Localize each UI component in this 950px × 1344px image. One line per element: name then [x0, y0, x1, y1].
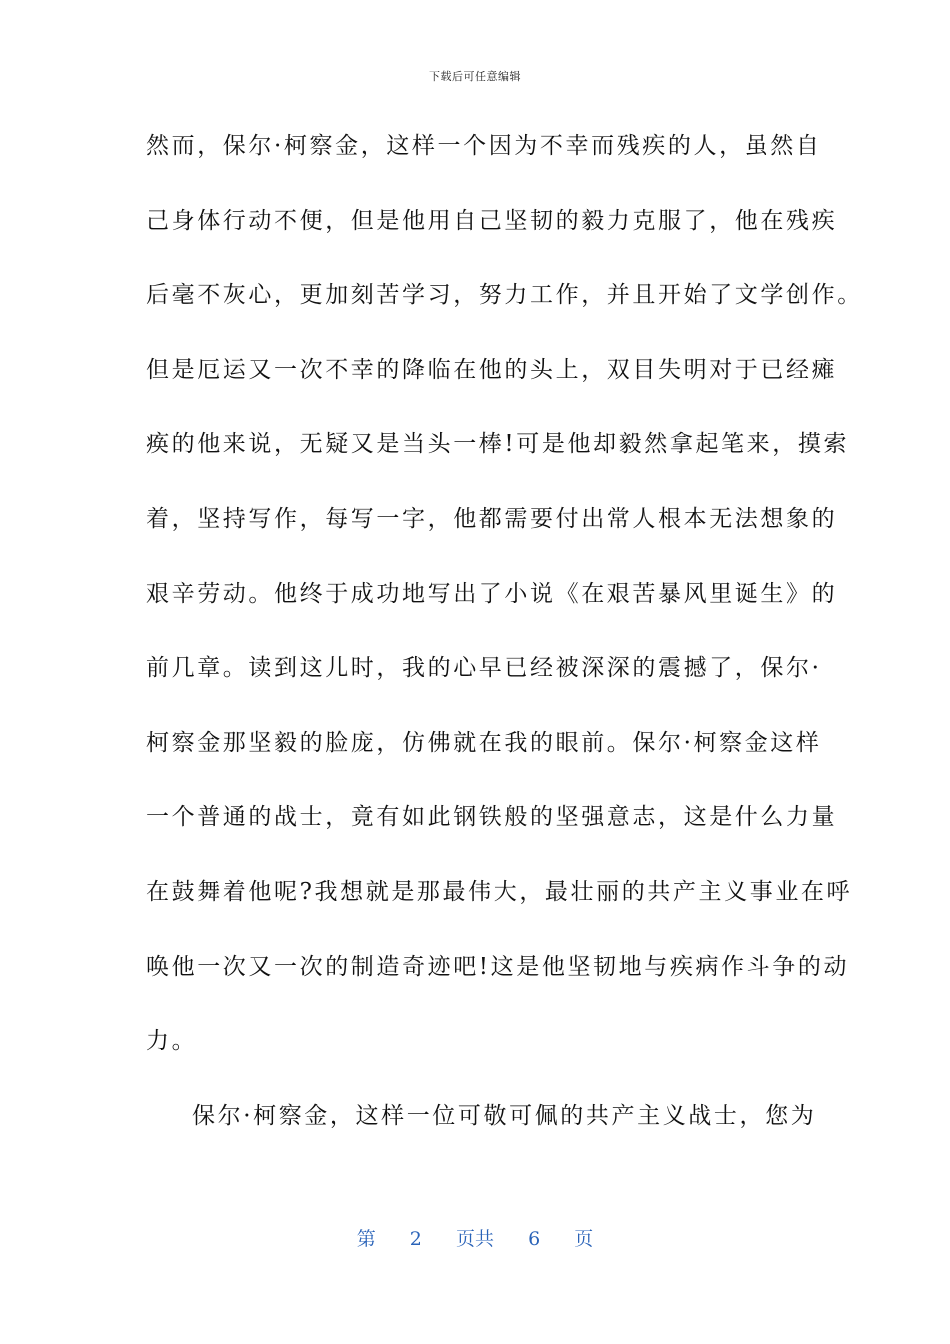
text-line: 在鼓舞着他呢?我想就是那最伟大，最壮丽的共产主义事业在呼	[146, 878, 853, 905]
text-line: 柯察金那坚毅的脸庞，仿佛就在我的眼前。保尔·柯察金这样	[146, 729, 822, 756]
text-line: 力。	[146, 1028, 198, 1055]
document-body	[146, 120, 863, 1164]
page-footer	[0, 1224, 950, 1251]
text-line: 着，坚持写作，每写一字，他都需要付出常人根本无法想象的	[146, 505, 838, 532]
text-line: 前几章。读到这儿时，我的心早已经被深深的震撼了，保尔·	[146, 655, 822, 682]
footer-middle: 页共	[455, 1228, 494, 1250]
text-line: 艰辛劳动。他终于成功地写出了小说《在艰苦暴风里诞生》的	[146, 580, 838, 607]
text-line: 然而，保尔·柯察金，这样一个因为不幸而残疾的人，虽然自	[146, 133, 822, 159]
footer-prefix: 第	[356, 1228, 376, 1250]
text-line: 唤他一次又一次的制造奇迹吧!这是他坚韧地与疾病作斗争的动	[146, 953, 850, 980]
text-line: 后毫不灰心，更加刻苦学习，努力工作，并且开始了文学创作。	[146, 282, 863, 309]
text-line: 但是厄运又一次不幸的降临在他的头上，双目失明对于已经瘫	[146, 356, 838, 383]
paragraph-start-line: 保尔·柯察金，这样一位可敬可佩的共产主义战士，您为	[192, 1102, 817, 1129]
total-pages-number: 6	[528, 1228, 541, 1250]
text-line: 痪的他来说，无疑又是当头一棒!可是他却毅然拿起笔来，摸索	[146, 431, 850, 458]
page-header: 下载后可任意编辑	[429, 70, 521, 83]
footer-suffix: 页	[574, 1228, 594, 1250]
text-line: 一个普通的战士，竟有如此钢铁般的坚强意志，这是什么力量	[146, 804, 838, 831]
text-line: 己身体行动不便，但是他用自己坚韧的毅力克服了，他在残疾	[146, 207, 838, 234]
current-page-number: 2	[409, 1228, 422, 1250]
